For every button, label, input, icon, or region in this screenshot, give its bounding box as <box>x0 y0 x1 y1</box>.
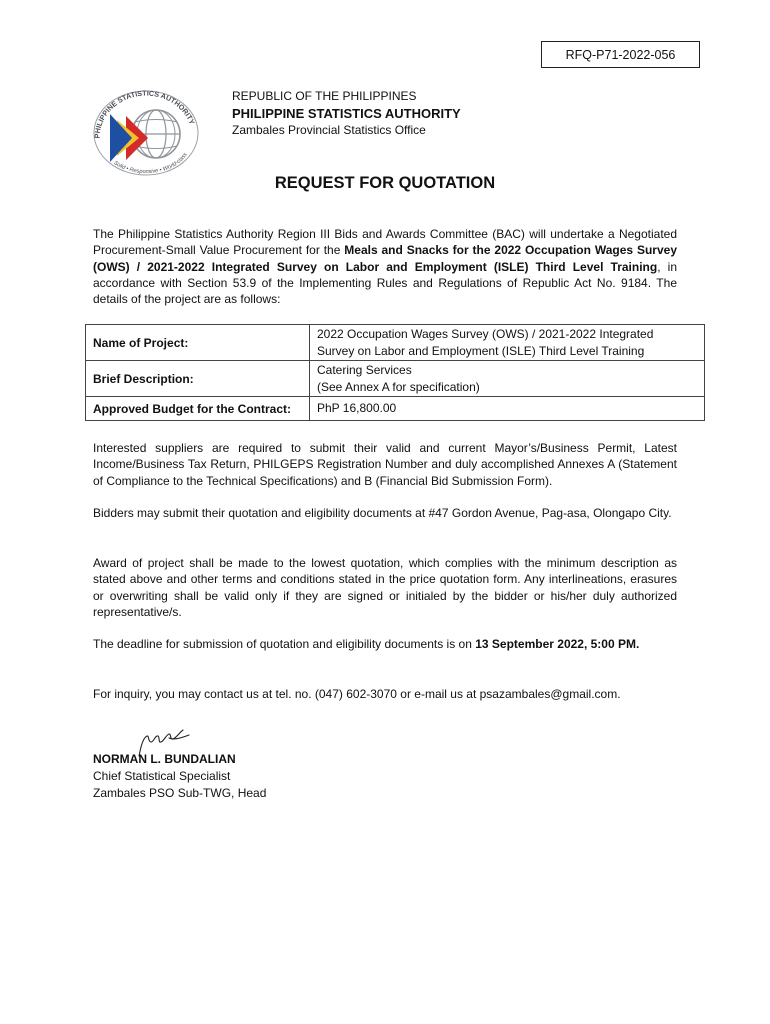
detail-value-line: Catering Services <box>317 363 412 377</box>
agency-name: PHILIPPINE STATISTICS AUTHORITY <box>232 106 461 121</box>
table-row <box>86 361 705 397</box>
project-details-table <box>85 324 705 421</box>
office-name: Zambales Provincial Statistics Office <box>232 123 426 137</box>
agency-header <box>232 88 461 139</box>
detail-value-line: 2022 Occupation Wages Survey (OWS) / 2021-2022 Integrated <box>317 327 654 341</box>
detail-label: Approved Budget for the Contract: <box>86 397 310 421</box>
intro-text-a: The Philippine Statistics Authority Region III Bids and Awards Committee (BAC) will undertake a Negotiated Procurement-Small Value Procurement for the <box>93 227 677 258</box>
psa-logo-icon <box>86 86 206 176</box>
reference-number-box <box>541 41 700 68</box>
deadline-paragraph <box>93 636 677 652</box>
detail-value <box>310 325 705 361</box>
signatory-position: Chief Statistical Specialist <box>93 769 231 783</box>
detail-label: Name of Project: <box>86 325 310 361</box>
detail-value <box>310 361 705 397</box>
detail-value-line: (See Annex A for specification) <box>317 379 480 394</box>
intro-text-b: , in accordance with Section 53.9 of the Implementing Rules and Regulations of Republic Act No. 9184. The details of the project are as follows: <box>93 259 677 307</box>
bidders-paragraph: Bidders may submit their quotation and eligibility documents at #47 Gordon Avenue, Pag-asa, Olongapo City. <box>93 506 672 520</box>
award-paragraph: Award of project shall be made to the lowest quotation, which complies with the minimum description as stated above and other terms and conditions stated in the price quotation form. Any interlineations, erasures or overwriting shall be valid only if they are signed or initialed by the bidder or his/her duly authorized representative/s. <box>93 556 677 619</box>
logo-ring-text-bottom: Solid • Responsive • World-class <box>112 151 189 176</box>
signatory-name: NORMAN L. BUNDALIAN <box>93 752 236 766</box>
detail-label: Brief Description: <box>86 361 310 397</box>
signatory-block <box>93 751 266 802</box>
intro-project-title: Meals and Snacks for the 2022 Occupation Wages Survey (OWS) / 2021-2022 Integrated Survey on Labor and Employment (ISLE) Third Level Training <box>93 243 677 274</box>
detail-value: PhP 16,800.00 <box>310 397 705 421</box>
document-title: REQUEST FOR QUOTATION <box>274 174 496 192</box>
signatory-office: Zambales PSO Sub-TWG, Head <box>93 786 267 800</box>
table-row <box>86 397 705 421</box>
deadline-text: The deadline for submission of quotation and eligibility documents is on <box>93 637 476 651</box>
intro-paragraph <box>93 226 677 307</box>
reference-number: RFQ-P71-2022-056 <box>565 47 676 62</box>
table-row <box>86 325 705 361</box>
inquiry-paragraph: For inquiry, you may contact us at tel. no. (047) 602-3070 or e-mail us at psazambales@gmail.com. <box>93 687 621 701</box>
detail-value-line: Survey on Labor and Employment (ISLE) Third Level Training <box>317 343 645 358</box>
republic-line: REPUBLIC OF THE PHILIPPINES <box>232 89 417 103</box>
deadline-date: 13 September 2022, 5:00 PM. <box>475 637 640 651</box>
logo-ring-text-top: PHILIPPINE STATISTICS AUTHORITY <box>92 88 197 139</box>
suppliers-paragraph: Interested suppliers are required to submit their valid and current Mayor’s/Business Permit, Latest Income/Business Tax Return, PHILGEPS Registration Number and duly accomplished Annexes A (Statement of Compliance to the Technical Specifications) and B (Financial Bid Submission Form). <box>93 441 677 488</box>
